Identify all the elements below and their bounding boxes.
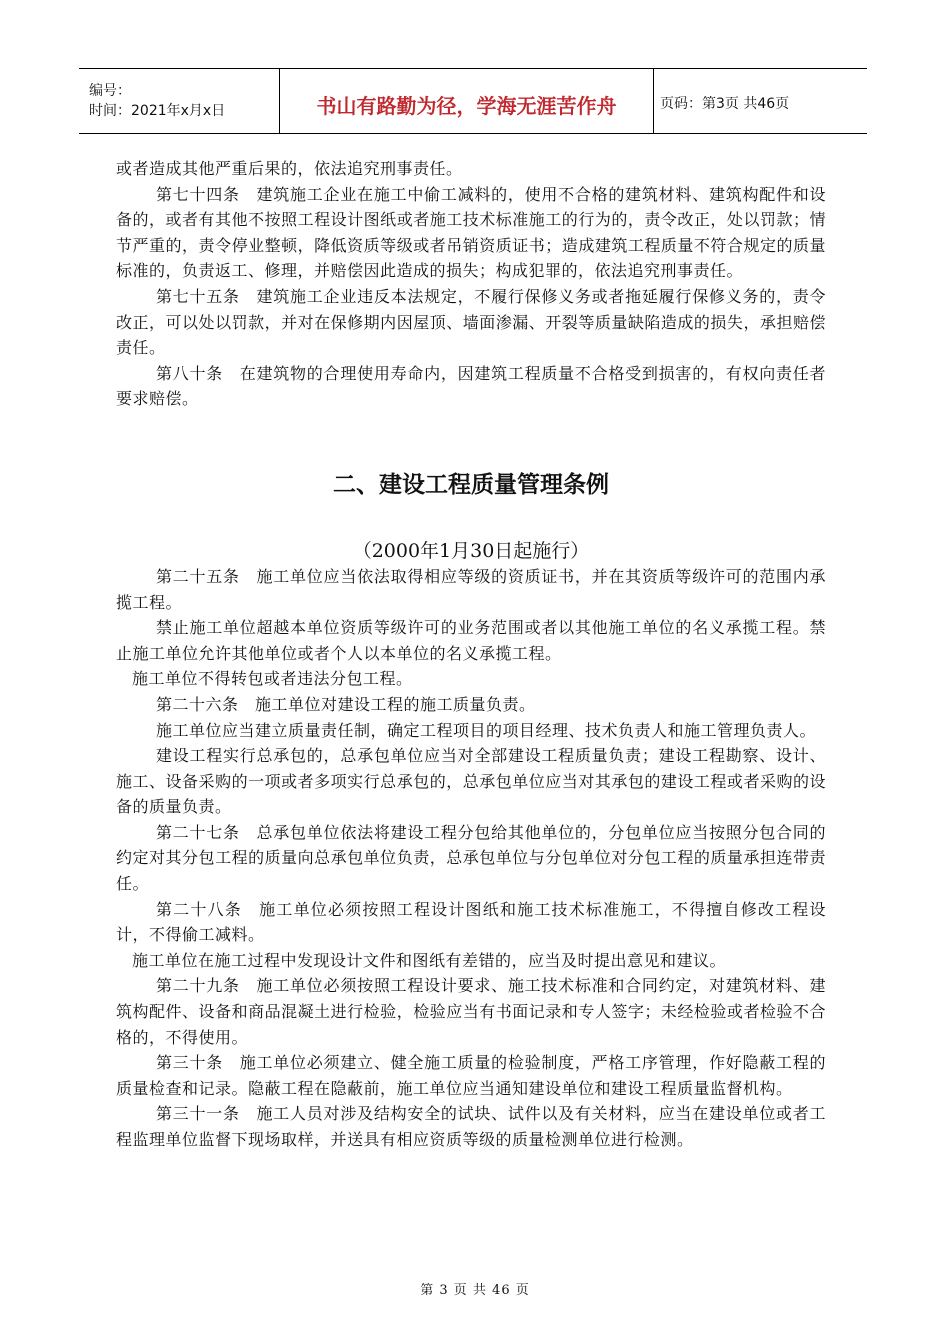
document-body [116, 156, 826, 1153]
paragraph-article-31: 第三十一条 施工人员对涉及结构安全的试块、试件以及有关材料，应当在建设单位或者工程监理单位监督下现场取样，并送具有相应资质等级的质量检测单位进行检测。 [116, 1104, 826, 1149]
document-time-label: 时间：2021年x月x日 [89, 103, 226, 119]
page-info-text: 页码：第3页 共46页 [660, 96, 790, 112]
paragraph: 施工单位不得转包或者违法分包工程。 [132, 669, 413, 689]
paragraph-article-27: 第二十七条 总承包单位依法将建设工程分包给其他单位的，分包单位应当按照分包合同的约定对其分包工程的质量向总承包单位负责，总承包单位与分包单位对分包工程的质量承担连带责任。 [116, 822, 826, 894]
document-number-label: 编号： [89, 83, 131, 99]
motto-text: 书山有路勤为径，学海无涯苦作舟 [316, 93, 617, 118]
header-motto [280, 69, 654, 133]
paragraph-article-25: 第二十五条 施工单位应当依法取得相应等级的资质证书，并在其资质等级许可的范围内承揽工程。 [116, 566, 826, 612]
paragraph-article-28: 第二十八条 施工单位必须按照工程设计图纸和施工技术标准施工，不得擅自修改工程设计，不得偷工减料。 [116, 899, 826, 945]
paragraph: 或者造成其他严重后果的，依法追究刑事责任。 [116, 159, 463, 178]
header-page-info [654, 69, 867, 133]
paragraph-article-75: 第七十五条 建筑施工企业违反本法规定，不履行保修义务或者拖延履行保修义务的，责令改正，可以处以罚款，并对在保修期内因屋顶、墙面渗漏、开裂等质量缺陷造成的损失，承担赔偿责任。 [116, 286, 826, 358]
paragraph-article-74: 第七十四条 建筑施工企业在施工中偷工减料的，使用不合格的建筑材料、建筑构配件和设备的，或者有其他不按照工程设计图纸或者施工技术标准施工的行为的，责令改正，处以罚款；情节严重的，责令停业整顿，降低资质等级或者吊销资质证书；造成建筑工程质量不符合规定的质量标准的，负责返工、修理，并赔偿因此造成的损失；构成犯罪的，依法追究刑事责任。 [116, 184, 826, 281]
header-meta [79, 69, 280, 133]
paragraph-article-80: 第八十条 在建筑物的合理使用寿命内，因建筑工程质量不合格受到损害的，有权向责任者要求赔偿。 [116, 363, 826, 409]
page-footer [0, 1279, 950, 1298]
page-header [79, 68, 867, 134]
section-subtitle: （2000年1月30日起施行） [352, 539, 590, 562]
paragraph-article-29: 第二十九条 施工单位必须按照工程设计要求、施工技术标准和合同约定，对建筑材料、建筑构配件、设备和商品混凝土进行检验，检验应当有书面记录和专人签字；未经检验或者检验不合格的，不得使用。 [116, 976, 826, 1047]
section-title: 二、建设工程质量管理条例 [333, 471, 609, 498]
paragraph: 建设工程实行总承包的，总承包单位应当对全部建设工程质量负责；建设工程勘察、设计、施工、设备采购的一项或者多项实行总承包的，总承包单位应当对其承包的建设工程或者采购的设备的质量负责。 [116, 746, 826, 817]
paragraph-article-26: 第二十六条 施工单位对建设工程的施工质量负责。 [156, 694, 536, 714]
paragraph: 施工单位在施工过程中发现设计文件和图纸有差错的，应当及时提出意见和建议。 [132, 950, 727, 970]
footer-page-number: 第 3 页 共 46 页 [420, 1283, 530, 1298]
paragraph: 禁止施工单位超越本单位资质等级许可的业务范围或者以其他施工单位的名义承揽工程。禁止施工单位允许其他单位或者个人以本单位的名义承揽工程。 [116, 618, 826, 663]
paragraph: 施工单位应当建立质量责任制，确定工程项目的项目经理、技术负责人和施工管理负责人。 [156, 720, 817, 740]
paragraph-article-30: 第三十条 施工单位必须建立、健全施工质量的检验制度，严格工序管理，作好隐蔽工程的质量检查和记录。隐蔽工程在隐蔽前，施工单位应当通知建设单位和建设工程质量监督机构。 [116, 1053, 826, 1098]
